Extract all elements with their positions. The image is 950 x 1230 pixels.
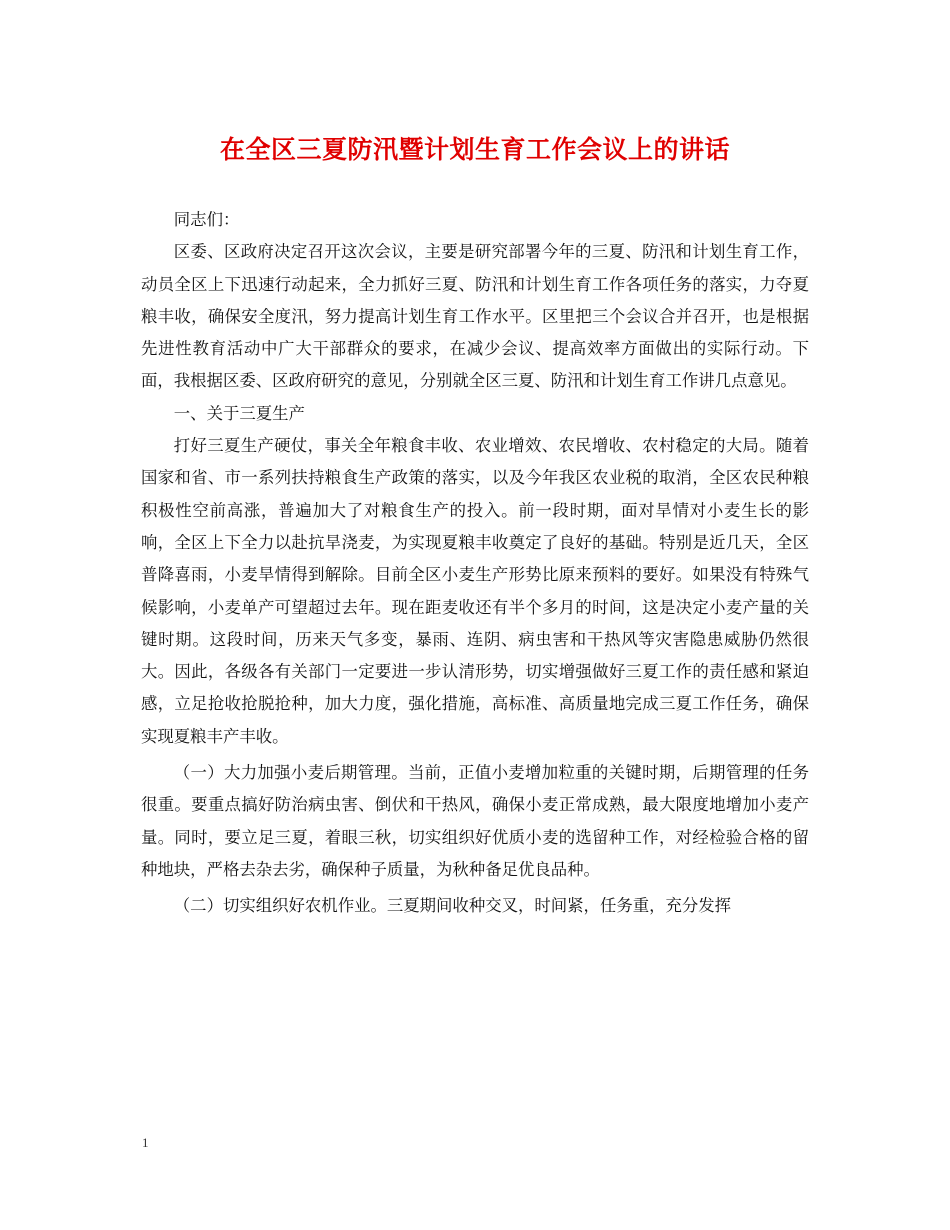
- page-number: 1: [142, 1135, 149, 1150]
- body-paragraph: 打好三夏生产硬仗，事关全年粮食丰收、农业增效、农民增收、农村稳定的大局。随着国家和省、市一系列扶持粮食生产政策的落实，以及今年我区农业税的取消，全区农民种粮积极性空前高涨，普遍加大了对粮食生产的投入。前一段时期，面对旱情对小麦生长的影响，全区上下全力以赴抗旱浇麦，为实现夏粮丰收奠定了良好的基础。特别是近几天，全区普降喜雨，小麦旱情得到解除。目前全区小麦生产形势比原来预料的要好。如果没有特殊气候影响，小麦单产可望超过去年。现在距麦收还有半个多月的时间，这是决定小麦产量的关键时期。这段时间，历来天气多变，暴雨、连阴、病虫害和干热风等灾害隐患威胁仍然很大。因此，各级各有关部门一定要进一步认清形势，切实增强做好三夏工作的责任感和紧迫感，立足抢收抢脱抢种，加大力度，强化措施，高标准、高质量地完成三夏工作任务，确保实现夏粮丰产丰收。: [141, 436, 809, 746]
- document-body: [141, 204, 809, 923]
- body-paragraph: （一）大力加强小麦后期管理。当前，正值小麦增加粒重的关键时期，后期管理的任务很重。要重点搞好防治病虫害、倒伏和干热风，确保小麦正常成熟，最大限度地增加小麦产量。同时，要立足三夏，着眼三秋，切实组织好优质小麦的选留种工作，对经检验合格的留种地块，严格去杂去劣，确保种子质量，为秋种备足优良品种。: [141, 763, 809, 879]
- intro-paragraph: 区委、区政府决定召开这次会议，主要是研究部署今年的三夏、防汛和计划生育工作，动员全区上下迅速行动起来，全力抓好三夏、防汛和计划生育工作各项任务的落实，力夺夏粮丰收，确保安全度汛，努力提高计划生育工作水平。区里把三个会议合并召开，也是根据先进性教育活动中广大干部群众的要求，在减少会议、提高效率方面做出的实际行动。下面，我根据区委、区政府研究的意见，分别就全区三夏、防汛和计划生育工作讲几点意见。: [141, 242, 809, 391]
- section-heading: 一、关于三夏生产: [173, 403, 305, 423]
- body-paragraph: （二）切实组织好农机作业。三夏期间收种交叉，时间紧，任务重，充分发挥: [173, 896, 732, 916]
- salutation-paragraph: 同志们：: [173, 210, 240, 229]
- document-title: 在全区三夏防汛暨计划生育工作会议上的讲话: [219, 135, 730, 164]
